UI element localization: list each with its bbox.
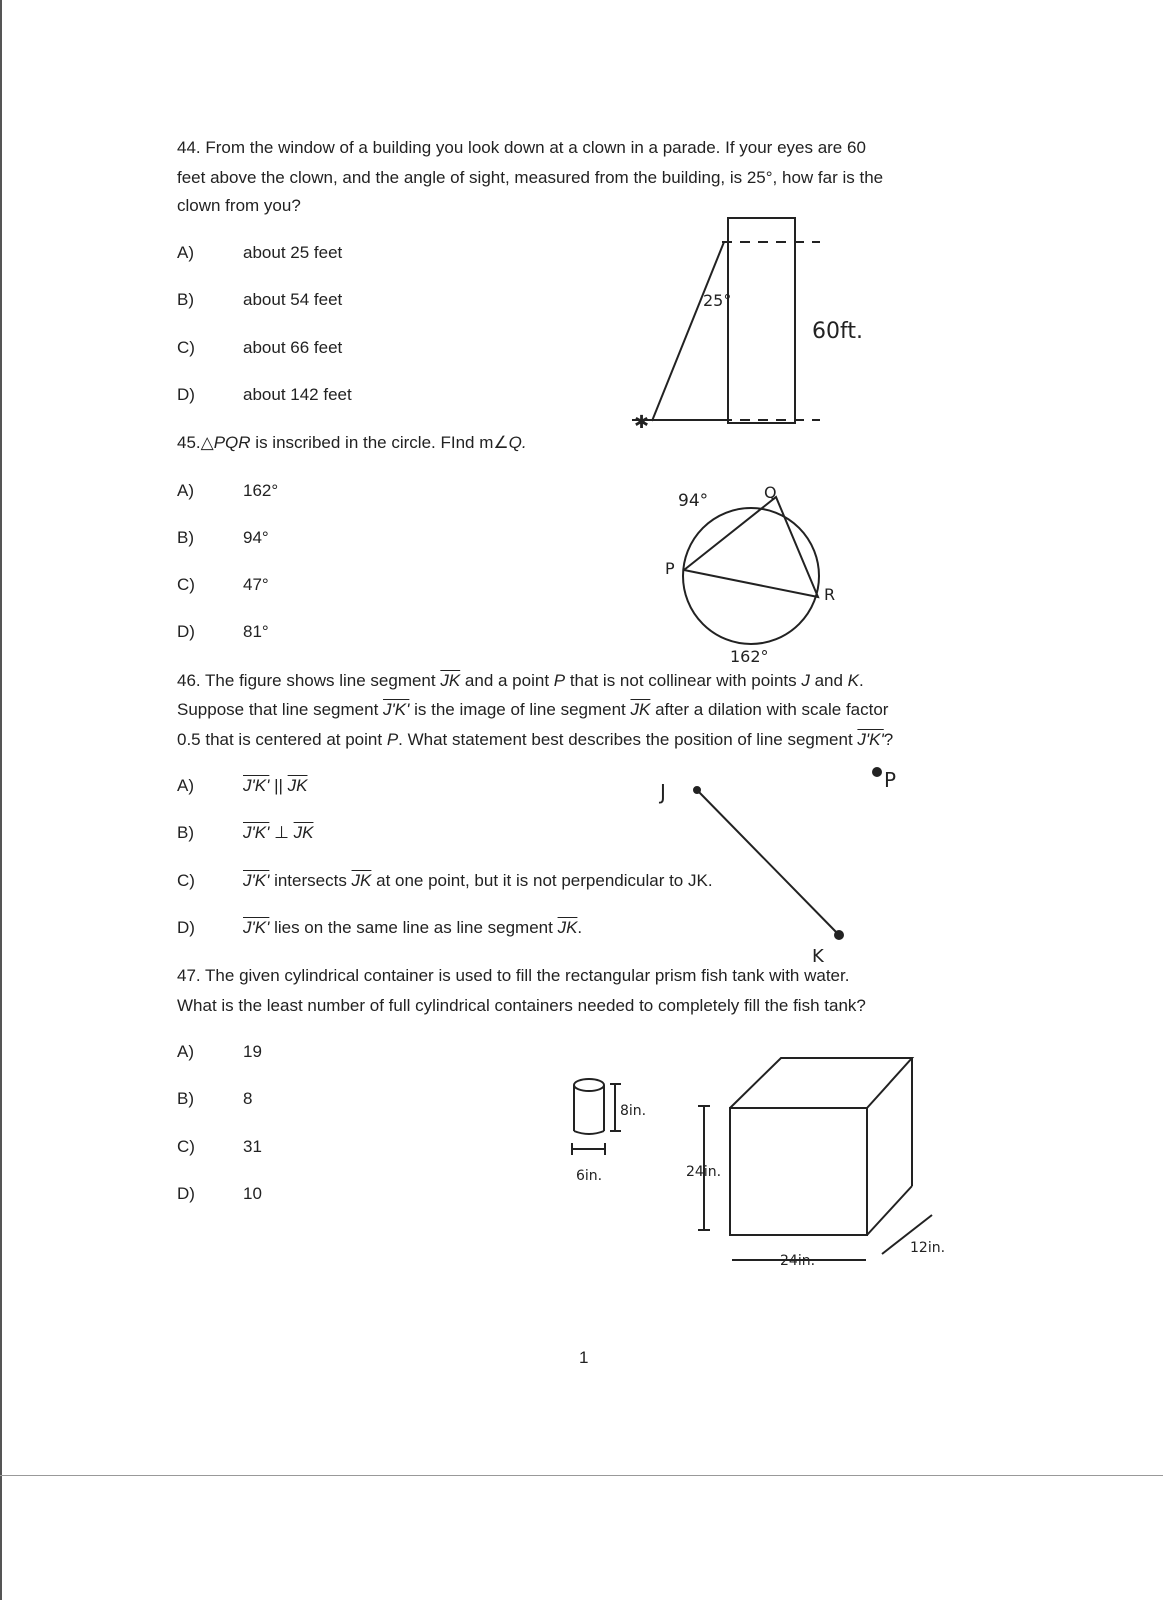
option-label: C)	[177, 1137, 195, 1156]
segment-figure	[658, 768, 896, 967]
point-label: K	[812, 946, 824, 967]
option-text: J'K' ⊥ $\overline{JK}$	[243, 823, 314, 842]
height-label: 60ft.	[812, 319, 863, 344]
angle-name: Q.	[508, 433, 527, 452]
option-label: B)	[177, 528, 194, 547]
page-bottom-edge	[0, 1475, 1163, 1476]
clown-icon: ✱	[634, 412, 650, 432]
dimension-label: 24in.	[780, 1253, 816, 1269]
option-text: 94°	[243, 528, 269, 547]
option-label: C)	[177, 871, 195, 890]
point-label: J	[660, 780, 666, 804]
option-text: about 142 feet	[243, 385, 352, 404]
option-text: J'K' || $\overline{JK}$	[243, 776, 308, 795]
option-label: A)	[177, 481, 194, 500]
option-label: D)	[177, 385, 195, 404]
arc-label: 162°	[730, 647, 769, 666]
question-number: 45.	[177, 433, 201, 452]
point-label: P	[884, 768, 897, 792]
vertex-label: P	[665, 559, 675, 578]
vertex-label: Q	[764, 483, 777, 502]
option-text: about 25 feet	[243, 243, 343, 262]
option-text: 47°	[243, 575, 269, 594]
cylinder-figure	[572, 1079, 646, 1184]
dimension-label: 24in.	[686, 1164, 722, 1180]
angle-label: 25°	[703, 291, 732, 310]
option-label: B)	[177, 290, 194, 309]
option-label: A)	[177, 243, 194, 262]
option-label: D)	[177, 1184, 195, 1203]
dimension-label: 8in.	[620, 1103, 647, 1119]
vertex-label: R	[824, 585, 836, 604]
arc-label: 94°	[678, 491, 709, 511]
question-text: What is the least number of full cylindrical containers needed to completely fill the fish tank?	[177, 996, 866, 1015]
option-text: about 66 feet	[243, 338, 343, 357]
option-label: A)	[177, 776, 194, 795]
angle-symbol: ∠	[493, 433, 509, 452]
dimension-label: 12in.	[910, 1240, 946, 1256]
option-text: 10	[243, 1184, 262, 1203]
option-text: 8	[243, 1089, 253, 1108]
triangle-symbol: △	[200, 433, 214, 452]
option-label: A)	[177, 1042, 194, 1061]
option-label: B)	[177, 1089, 194, 1108]
option-text: 19	[243, 1042, 262, 1061]
option-text: 31	[243, 1137, 262, 1156]
building-figure	[632, 218, 863, 432]
option-label: C)	[177, 338, 195, 357]
dimension-label: 6in.	[576, 1168, 603, 1184]
option-label: D)	[177, 622, 195, 641]
question-text: feet above the clown, and the angle of sight, measured from the building, is 25°, how far is the	[177, 168, 884, 187]
option-text: J'K' lies on the same line as line segment $\overline{JK}$.	[243, 918, 583, 937]
option-label: C)	[177, 575, 195, 594]
question-text-rest: is inscribed in the circle. FInd m	[250, 433, 494, 452]
triangle-name: PQR	[213, 433, 251, 452]
option-text: J'K' intersects $\overline{JK}$ at one point, but it is not perpendicular to JK.	[243, 871, 713, 890]
question-text: 0.5 that is centered at point P. What statement best describes the position of line segment J'K'?	[177, 730, 894, 749]
page-number: 1	[579, 1348, 589, 1367]
question-text: 46. The figure shows line segment $\overline{JK}$ and a point P that is not collinear with points J and K.	[177, 671, 864, 690]
option-text: 81°	[243, 622, 269, 641]
question-text: clown from you?	[177, 196, 301, 215]
option-label: D)	[177, 918, 195, 937]
question-text: 44. From the window of a building you look down at a clown in a parade. If your eyes are 60	[177, 138, 866, 157]
tank-figure	[686, 1058, 945, 1269]
question-text: 47. The given cylindrical container is used to fill the rectangular prism fish tank with water.	[177, 966, 850, 985]
option-text: about 54 feet	[243, 290, 343, 309]
option-label: B)	[177, 823, 194, 842]
circle-figure	[665, 483, 835, 666]
question-text: Suppose that line segment J'K' is the image of line segment $\overline{JK}$ after a dilation with scale factor	[177, 700, 889, 719]
option-text: 162°	[243, 481, 279, 500]
